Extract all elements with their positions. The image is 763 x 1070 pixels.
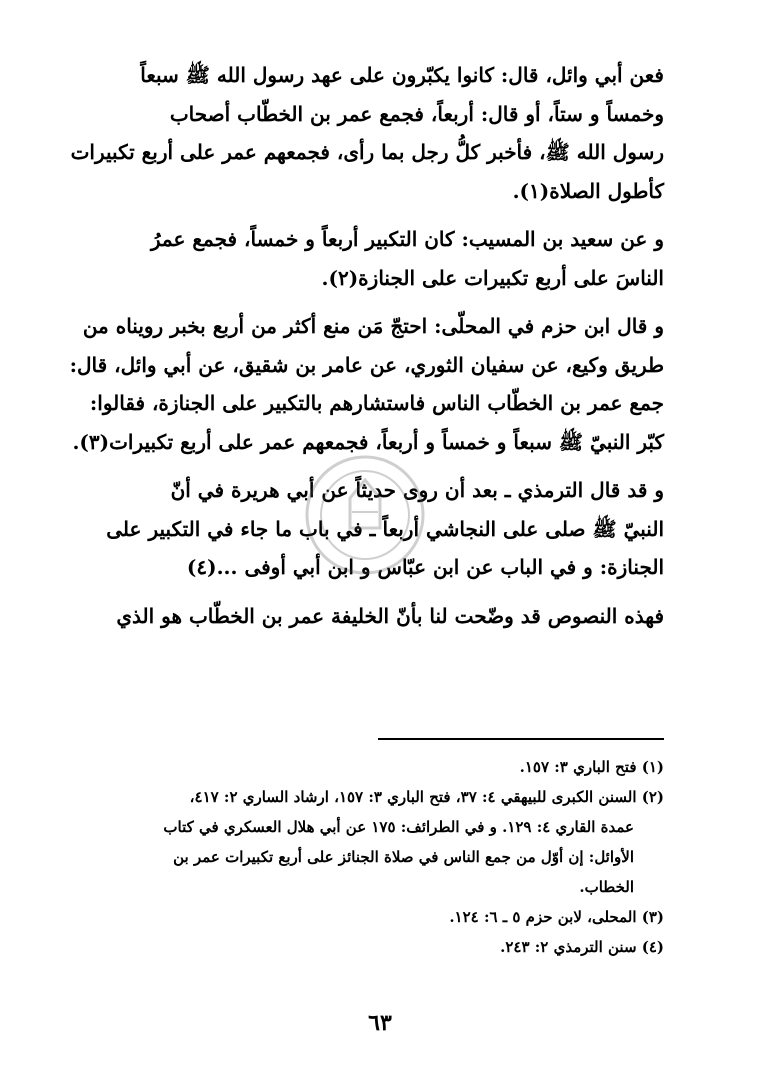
text-line: كبّر النبيّ ﷺ سبعاً و خمساً و أربعاً، فجمعهم عمر على أربع تكبيرات(٣).	[72, 429, 664, 454]
footnote-line: الخطاب.	[579, 878, 634, 896]
footnote-line: (١) فتح الباري ٣: ١٥٧.	[519, 758, 664, 776]
text-line: الجنازة: و في الباب عن ابن عبّاس و ابن أبي أوفى ...(٤)	[186, 555, 664, 579]
paragraph-2	[100, 220, 664, 297]
text-line: رسول الله ﷺ، فأخبر كلُّ رجل بما رأى، فجمعهم عمر على أربع تكبيرات	[70, 140, 664, 164]
text-line: النبيّ ﷺ صلى على النجاشي أربعاً ـ في باب ما جاء في التكبير على	[106, 516, 664, 541]
footnotes	[100, 752, 664, 962]
text-line: و قال ابن حزم في المحلّى: احتجّ مَن منع أكثر من أربع بخبر رويناه من	[82, 314, 664, 338]
text-line: الناسَ على أربع تكبيرات على الجنازة(٢).	[321, 265, 664, 290]
text-line: وخمساً و ستاً، أو قال: أربعاً، فجمع عمر بن الخطّاب أصحاب	[169, 101, 664, 126]
footnote-line: عمدة القاري ٤: ١٢٩. و في الطرائف: ١٧٥ عن أبي هلال العسكري في كتاب	[163, 818, 634, 836]
text-line: فهذه النصوص قد وضّحت لنا بأنّ الخليفة عمر بن الخطّاب هو الذي	[116, 603, 664, 628]
paragraph-3	[69, 307, 664, 461]
text-line: و قد قال الترمذي ـ بعد أن روى حديثاً عن أبي هريرة في أنّ	[170, 478, 664, 502]
text-line: فعن أبي وائل، قال: كانوا يكبّرون على عهد رسول الله ﷺ سبعاً	[140, 63, 664, 87]
footnote-4	[100, 932, 664, 962]
footnote-line: الأوائل: إن أوّل من جمع الناس في صلاة الجنائز على أربع تكبيرات عمر بن	[173, 848, 634, 866]
footnote-separator	[378, 738, 664, 740]
footnote-line: (٤) سنن الترمذي ٢: ٢٤٣.	[500, 938, 664, 956]
text-line: و عن سعيد بن المسيب: كان التكبير أربعاً و خمساً، فجمع عمرُ	[150, 227, 664, 251]
text-line: طريق وكيع، عن سفيان الثوري، عن عامر بن شقيق، عن أبي وائل، قال:	[69, 352, 664, 377]
text-line: كأطول الصلاة(١).	[512, 178, 664, 203]
footnote-1	[100, 752, 664, 782]
footnote-3	[100, 902, 664, 932]
paragraph-5	[100, 597, 664, 636]
paragraph-1	[70, 56, 664, 210]
footnote-2	[100, 782, 664, 902]
footnote-line: (٣) المحلى، لابن حزم ٥ ـ ٦: ١٢٤.	[449, 908, 664, 926]
page-number: ٦٣	[368, 1010, 392, 1036]
text-line: جمع عمر بن الخطّاب الناس فاستشارهم بالتكبير على الجنازة، فقالوا:	[89, 391, 664, 415]
library-seal-icon	[300, 450, 430, 580]
footnote-line: (٢) السنن الكبرى للبيهقي ٤: ٣٧، فتح الباري ٣: ١٥٧، ارشاد الساري ٢: ٤١٧،	[189, 788, 664, 806]
